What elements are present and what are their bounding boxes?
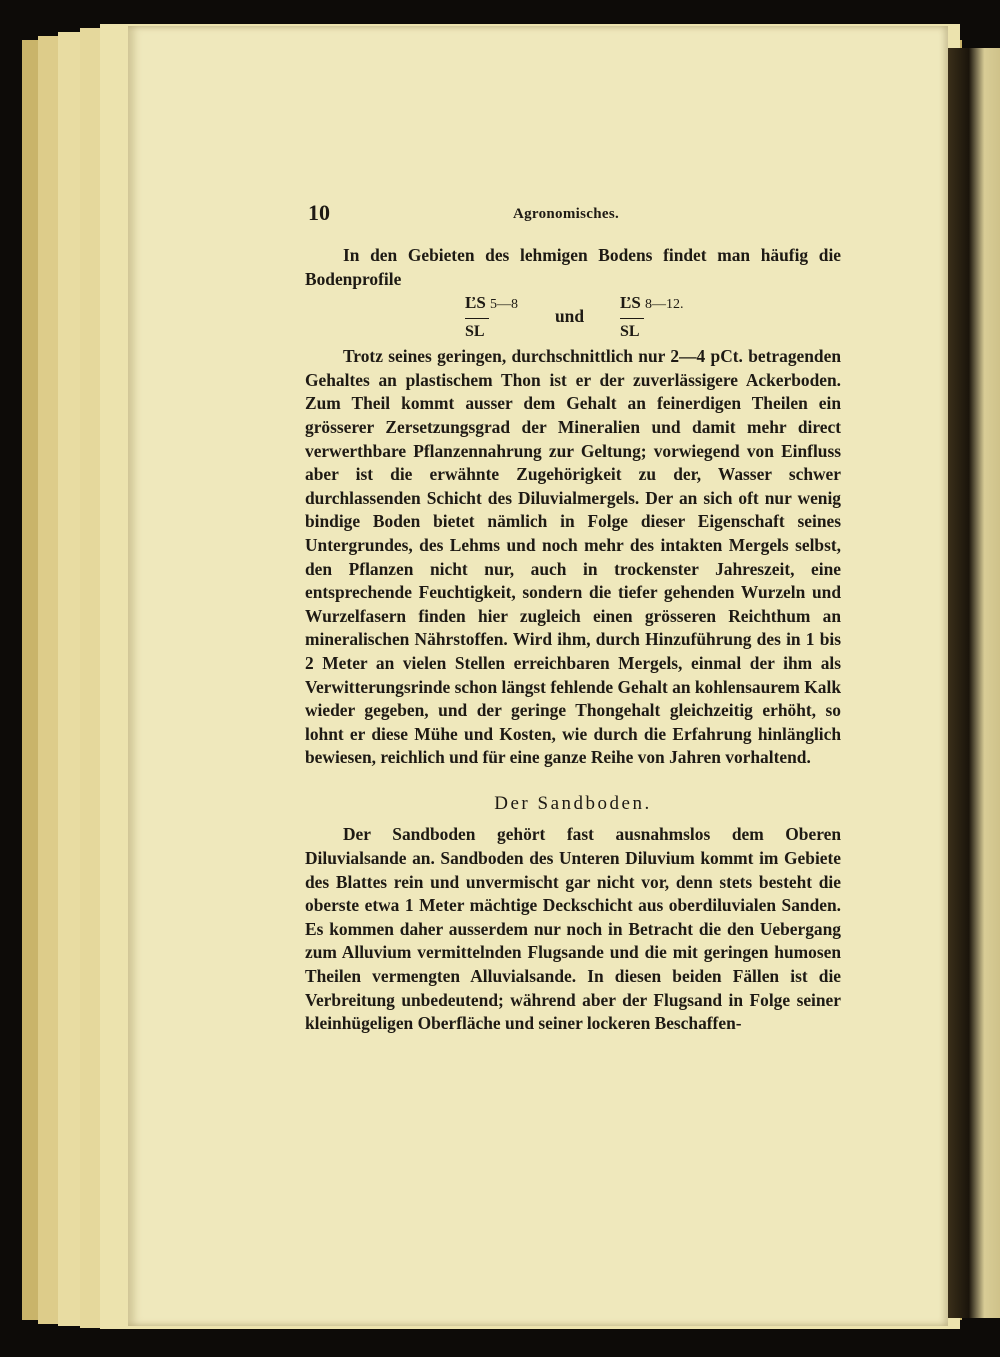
formula-2-bar <box>620 318 644 319</box>
formula-1 <box>465 291 518 343</box>
formula-2-symbol: ĽS <box>620 293 641 313</box>
facing-page-edge <box>948 48 1000 1318</box>
intro-paragraph: In den Gebieten des lehmigen Bodens findet man häufig die Bodenprofile <box>305 245 841 289</box>
running-title: Agronomisches. <box>513 206 620 222</box>
formula-1-numerator <box>465 291 518 317</box>
formula-1-range: 5—8 <box>490 297 519 313</box>
paragraph-lehmboden: Trotz seines geringen, durchschnittlich nur 2—4 pCt. betragenden Gehaltes an plastischem Thon ist er der zuverlässigere Ackerboden. Zum Theil kommt ausser dem Gehalt an feinerdigen Theilen ein grösserer Zersetzungsgrad der Mineralien und damit mehr direct verwerthbare Pflanzennahrung zur Geltung; vorwiegend von Einfluss aber ist die erwähnte Zugehörigkeit zu der, Wasser schwer durchlassenden Schicht des Diluvialmergels. Der an sich oft nur wenig bindige Boden bietet nämlich in Folge dieser Eigenschaft seines Untergrundes, des Lehms und noch mehr des intakten Mergels selbst, den Pflanzen nicht nur, auch in trockenster Jahreszeit, eine entsprechende Feuchtigkeit, sondern die tiefer gehenden Wurzeln und Wurzelfasern finden hier zugleich einen grösseren Reichthum an mineralischen Nährstoffen. Wird ihm, durch Hinzuführung des in 1 bis 2 Meter an vielen Stellen erreichbaren Mergels, einmal der ihm als Verwitterungsrinde schon längst fehlende Gehalt an kohlensaurem Kalk wieder gegeben, und der geringe Thongehalt gleichzeitig erhöht, so lohnt er diese Mühe und Kosten, wie durch die Erfahrung hinlänglich bewiesen, reichlich und für eine ganze Reihe von Jahren vorhaltend. <box>305 346 841 768</box>
soil-profile-formulas <box>305 291 841 345</box>
formula-2-range: 8—12. <box>645 297 684 313</box>
section-heading: Der Sandboden. <box>494 792 652 814</box>
formula-connector: und <box>555 306 585 327</box>
formula-2 <box>620 291 684 343</box>
formula-2-numerator <box>620 291 684 317</box>
page-number: 10 <box>308 200 330 225</box>
formula-1-denominator: SL <box>465 323 485 341</box>
formula-2-denominator: SL <box>620 323 640 341</box>
formula-1-symbol: ĽS <box>465 293 486 313</box>
page-header <box>305 200 845 230</box>
paragraph-sandboden: Der Sandboden gehört fast ausnahmslos dem Oberen Diluvialsande an. Sandboden des Unteren Diluvium kommt im Gebiete des Blattes rein und unvermischt gar nicht vor, denn stets besteht die oberste etwa 1 Meter mächtige Deckschicht aus oberdiluvialen Sanden. Es kommen daher ausserdem nur noch in Betracht die den Uebergang zum Alluvium vermittelnden Flugsande und die mit geringen humosen Theilen vermengten Alluvialsande. In diesen beiden Fällen ist die Verbreitung unbedeutend; während aber der Flugsand in Folge seiner kleinhügeligen Oberfläche und seiner lockeren Beschaffen- <box>305 824 841 1034</box>
page-body <box>305 244 841 1036</box>
formula-1-bar <box>465 318 489 319</box>
